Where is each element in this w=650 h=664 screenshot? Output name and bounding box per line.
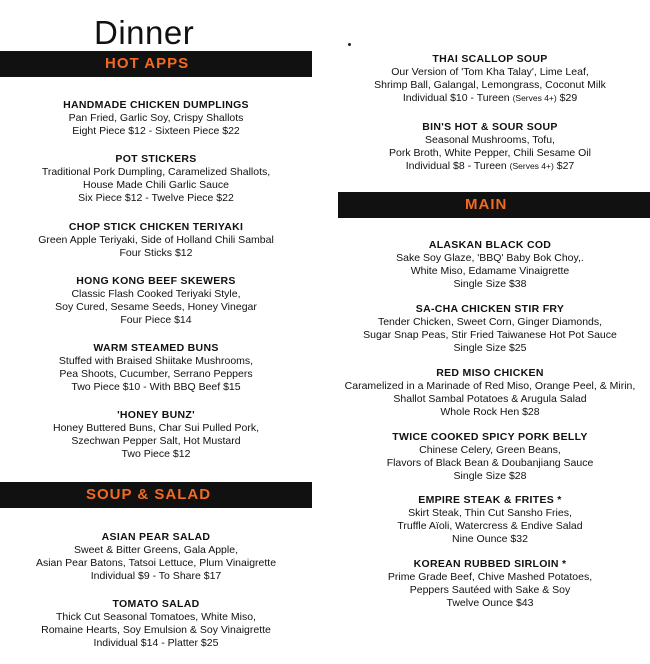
section-banner-hot-apps [0,51,312,77]
item-description: Sake Soy Glaze, 'BBQ' Baby Bok Choy,. [396,252,584,264]
item-price: Twelve Ounce $43 [446,597,534,609]
item-price: Six Piece $12 - Twelve Piece $22 [78,192,234,204]
price-text: $27 [553,160,575,172]
item-name: CHOP STICK CHICKEN TERIYAKI [68,221,244,233]
item-price [330,160,650,173]
item-description: Pea Shoots, Cucumber, Serrano Peppers [59,368,253,380]
item-name: SA-CHA CHICKEN STIR FRY [415,303,565,315]
item-name: HONG KONG BEEF SKEWERS [76,275,236,287]
item-price: Individual $9 - To Share $17 [90,570,222,582]
item-name: TOMATO SALAD [112,598,200,610]
menu-item [330,53,650,105]
price-text: Individual $10 - Tureen [402,92,513,104]
item-name: BIN'S HOT & SOUR SOUP [422,121,558,133]
serves-note: (Serves 4+) [509,161,554,171]
item-description: Szechwan Pepper Salt, Hot Mustard [71,435,241,447]
menu-title: Dinner [94,14,195,51]
section-title: MAIN [465,196,508,213]
section-banner-soup-salad [0,482,312,508]
item-name: ASIAN PEAR SALAD [101,531,211,543]
menu-item [0,531,312,583]
item-price: Single Size $25 [453,342,527,354]
item-price: Eight Piece $12 - Sixteen Piece $22 [72,125,240,137]
menu-item [330,431,650,483]
section-banner-main [338,192,650,218]
menu-item [0,153,312,205]
menu-item [0,221,312,260]
item-description: Flavors of Black Bean & Doubanjiang Sauce [386,457,594,469]
item-description: Asian Pear Batons, Tatsoi Lettuce, Plum Vinaigrette [35,557,277,569]
item-price: Individual $14 - Platter $25 [93,637,219,649]
item-description: Honey Buttered Buns, Char Sui Pulled Pork, [52,422,260,434]
item-name: WARM STEAMED BUNS [93,342,219,354]
item-description: Thick Cut Seasonal Tomatoes, White Miso, [56,611,256,623]
item-price: Two Piece $12 [121,448,191,460]
menu-item [0,275,312,327]
item-description: Sweet & Bitter Greens, Gala Apple, [73,544,238,556]
item-price: Single Size $38 [453,278,527,290]
item-description: Stuffed with Braised Shiitake Mushrooms, [58,355,254,367]
menu-item [0,342,312,394]
menu-item [330,121,650,173]
item-description: Peppers Sautéed with Sake & Soy [409,584,571,596]
item-description: Green Apple Teriyaki, Side of Holland Chili Sambal [38,234,274,246]
item-name: HANDMADE CHICKEN DUMPLINGS [63,99,249,111]
item-name: RED MISO CHICKEN [436,367,544,379]
item-name: TWICE COOKED SPICY PORK BELLY [392,431,588,443]
item-description: Romaine Hearts, Soy Emulsion & Soy Vinaigrette [41,624,271,636]
item-name: EMPIRE STEAK & FRITES * [418,494,562,506]
item-name: THAI SCALLOP SOUP [432,53,548,65]
item-description: White Miso, Edamame Vinaigrette [410,265,570,277]
item-price [330,92,650,105]
section-title: HOT APPS [105,55,190,72]
item-description: Soy Cured, Sesame Seeds, Honey Vinegar [55,301,257,313]
item-name: ALASKAN BLACK COD [428,239,552,251]
menu-item [330,494,650,546]
item-description: Shrimp Ball, Galangal, Lemongrass, Coconut Milk [374,79,606,91]
item-description: Seasonal Mushrooms, Tofu, [425,134,555,146]
item-description: Pork Broth, White Pepper, Chili Sesame Oil [389,147,591,159]
price-text: $29 [556,92,578,104]
menu-item [0,409,312,461]
item-description: Traditional Pork Dumpling, Caramelized Shallots, [41,166,271,178]
item-description: Tender Chicken, Sweet Corn, Ginger Diamonds, [377,316,603,328]
menu-item [0,99,312,138]
item-description: Prime Grade Beef, Chive Mashed Potatoes, [387,571,593,583]
item-description: Classic Flash Cooked Teriyaki Style, [71,288,241,300]
item-description: Pan Fried, Garlic Soy, Crispy Shallots [68,112,244,124]
item-description: Caramelized in a Marinade of Red Miso, Orange Peel, & Mirin, [344,380,636,392]
menu-item [330,558,650,610]
item-name: POT STICKERS [115,153,197,165]
menu-item [330,303,650,355]
item-description: Chinese Celery, Green Beans, [419,444,561,456]
item-name: KOREAN RUBBED SIRLOIN * [413,558,567,570]
item-price: Nine Ounce $32 [452,533,528,545]
menu-item [330,367,650,419]
item-description: Our Version of 'Tom Kha Talay', Lime Leaf, [391,66,589,78]
item-price: Whole Rock Hen $28 [440,406,540,418]
menu-item [0,598,312,650]
item-description: House Made Chili Garlic Sauce [83,179,229,191]
item-name: 'HONEY BUNZ' [117,409,195,421]
item-price: Four Piece $14 [120,314,192,326]
serves-note: (Serves 4+) [512,93,557,103]
menu-item [330,239,650,291]
section-title: SOUP & SALAD [86,486,212,503]
item-description: Sugar Snap Peas, Stir Fried Taiwanese Hot Pot Sauce [363,329,617,341]
item-price: Two Piece $10 - With BBQ Beef $15 [71,381,241,393]
item-description: Truffle Aïoli, Watercress & Endive Salad [397,520,583,532]
item-description: Skirt Steak, Thin Cut Sansho Fries, [408,507,572,519]
item-price: Single Size $28 [453,470,527,482]
item-price: Four Sticks $12 [119,247,193,259]
item-description: Shallot Sambal Potatoes & Arugula Salad [393,393,587,405]
price-text: Individual $8 - Tureen [405,160,510,172]
speck-mark [348,43,351,46]
